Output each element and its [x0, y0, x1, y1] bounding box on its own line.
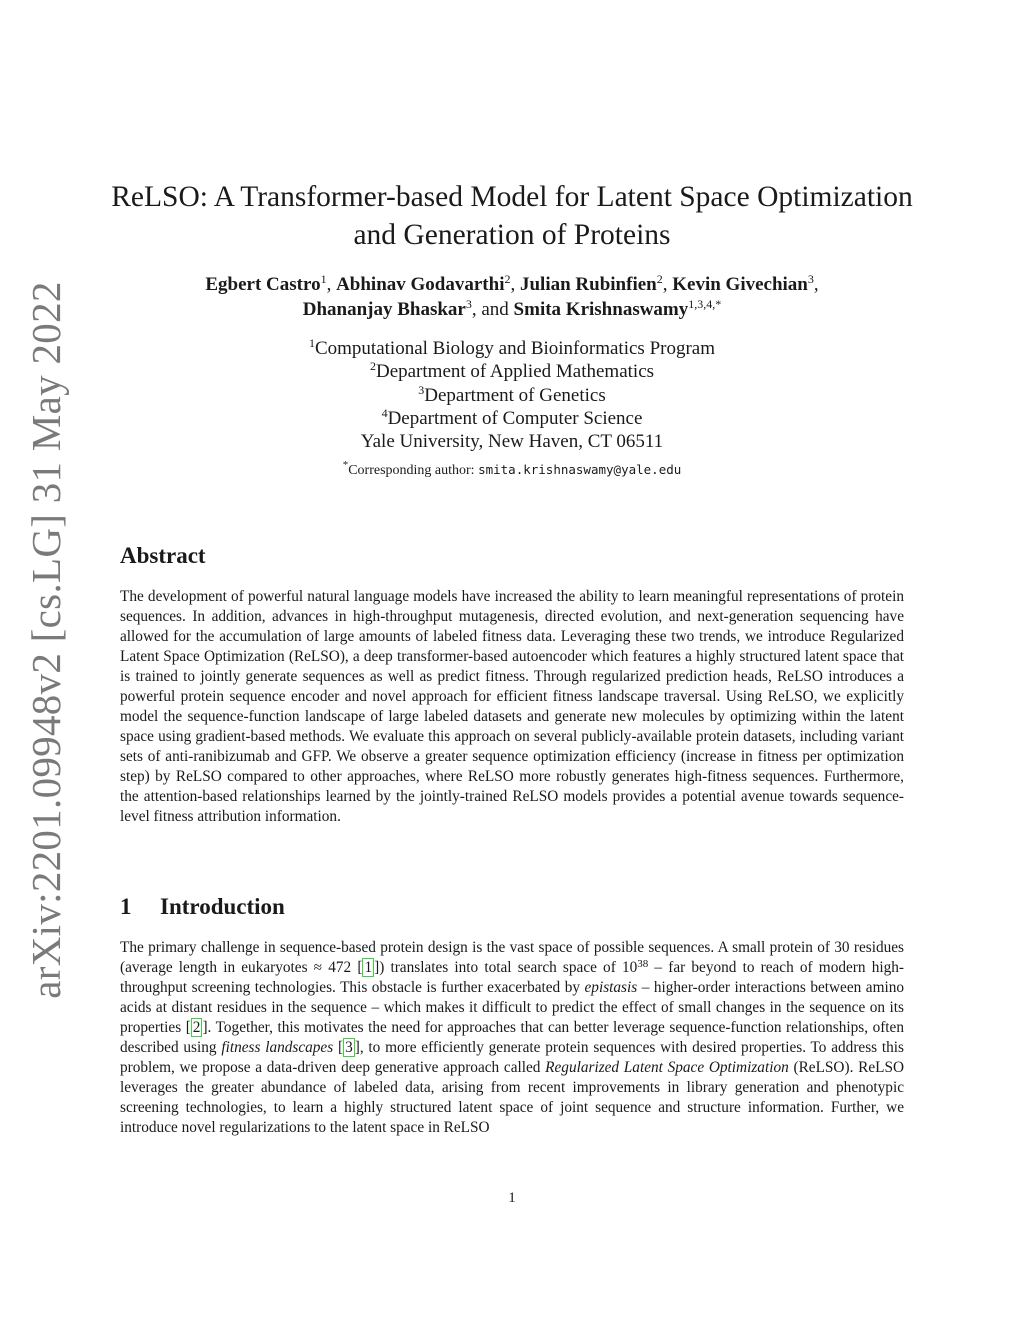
section-number: 1	[120, 894, 132, 919]
author-list	[110, 272, 914, 322]
affiliation-mark: 1	[308, 336, 315, 350]
author-affiliation-mark: 3	[807, 272, 814, 286]
corresponding-author	[110, 459, 914, 479]
affiliation-list	[110, 337, 914, 453]
intro-text-run: ]. Together, this motivates the need for approaches that can better leverage sequence-function relationships, often described using	[120, 1019, 904, 1056]
intro-text-run: [	[333, 1039, 344, 1056]
author-name: Kevin Givechian	[672, 274, 808, 295]
affiliation-item	[110, 384, 914, 407]
author-affiliation-mark: 2	[504, 272, 511, 286]
abstract-text: The development of powerful natural language models have increased the ability to learn meaningful representations of protein sequences. In addition, advances in high-throughput mutagenesis, directed evolution, and next-generation sequencing have allowed for the accumulation of large amounts of labeled fitness data. Leveraging these two trends, we introduce Regularized Latent Space Optimization (ReLSO), a deep transformer-based autoencoder which features a highly structured latent space that is trained to jointly generate sequences as well as predict fitness. Through regularized prediction heads, ReLSO introduces a powerful protein sequence encoder and novel approach for efficient fitness landscape traversal. Using ReLSO, we explicitly model the sequence-function landscape of large labeled datasets and generate new molecules by optimizing within the latent space using gradient-based methods. We evaluate this approach on several publicly-available protein datasets, including variant sets of anti-ranibizumab and GFP. We observe a greater sequence optimization efficiency (increase in fitness per optimization step) by ReLSO compared to other approaches, where ReLSO more robustly generates high-fitness sequences. Furthermore, the attention-based relationships learned by the jointly-trained ReLSO models provides a potential avenue towards sequence-level fitness attribution information.	[120, 588, 904, 825]
affiliation-item	[110, 360, 914, 383]
author-name: Julian Rubinfien	[519, 274, 657, 295]
author-separator: , and	[471, 299, 514, 320]
author-name: Abhinav Godavarthi	[336, 274, 505, 295]
intro-text-run: The primary challenge in sequence-based protein design is the vast space of possible sequences. A small protein of 30 residues (average length in eukaryotes ≈ 472 [	[120, 939, 904, 976]
italic-term: epistasis	[584, 979, 638, 996]
citation-link-2[interactable]: 2	[192, 1019, 201, 1036]
citation-link-3[interactable]: 3	[345, 1039, 353, 1056]
affiliation-item	[110, 430, 914, 453]
affiliation-mark: 4	[381, 405, 388, 420]
corresponding-email-link[interactable]: smita.krishnaswamy@yale.edu	[478, 462, 682, 477]
arxiv-identifier-stamp[interactable]: arXiv:2201.09948v2 [cs.LG] 31 May 2022	[23, 281, 69, 999]
affiliation-text: Department of Genetics	[424, 384, 606, 406]
paper-title	[110, 178, 914, 254]
section-title: Introduction	[160, 894, 285, 919]
author-affiliation-mark: 1,3,4,*	[688, 297, 722, 311]
author-line-2	[110, 297, 914, 322]
author-separator: ,	[326, 274, 337, 295]
affiliation-text: Yale University, New Haven, CT 06511	[360, 431, 664, 453]
affiliation-text: Department of Applied Mathematics	[375, 361, 655, 383]
author-name: Egbert Castro	[205, 274, 321, 295]
italic-term: fitness landscapes	[221, 1039, 334, 1056]
affiliation-text: Computational Biology and Bioinformatics Program	[314, 338, 715, 359]
author-separator: ,	[813, 274, 819, 295]
author-separator: ,	[662, 274, 673, 295]
title-line-1: ReLSO: A Transformer-based Model for Latent Space Optimization	[111, 181, 913, 213]
intro-text-run: (ReLSO). ReLSO leverages the greater abundance of labeled data, arising from recent improvements in library generation and phenotypic screening technologies, to learn a highly structured latent space of joint sequence and structure information. Further, we introduce novel regularizations to the latent space in ReLSO	[120, 1059, 905, 1136]
intro-text-run: ], to more efficiently generate protein sequences with desired properties. To address this problem, we propose a data-driven deep generative approach called	[120, 1039, 904, 1076]
affiliation-mark: 2	[369, 359, 376, 374]
corresponding-label: Corresponding author:	[348, 463, 479, 478]
author-name: Smita Krishnaswamy	[513, 299, 689, 320]
affiliation-item	[110, 337, 914, 360]
intro-text-run: – far beyond to reach of modern high-throughput screening technologies. This obstacle is further exacerbated by	[120, 959, 904, 996]
affiliation-item	[110, 407, 914, 430]
affiliation-text: Department of Computer Science	[387, 407, 643, 429]
author-name: Dhananjay Bhaskar	[302, 299, 466, 320]
intro-text-run: ]) translates into total search space of 10	[374, 959, 638, 976]
abstract-heading: Abstract	[120, 543, 206, 568]
author-line-1	[110, 272, 914, 297]
affiliation-mark: 3	[418, 382, 425, 397]
citation-link-1[interactable]: 1	[364, 959, 373, 976]
author-separator: ,	[510, 274, 520, 295]
intro-text-run: – higher-order interactions between amino acids at distant residues in the sequence – which makes it difficult to predict the effect of small changes in the sequence on its properties [	[120, 979, 905, 1036]
exponent: 38	[637, 958, 649, 970]
corresponding-mark: *	[342, 459, 349, 471]
introduction-heading	[120, 894, 285, 920]
italic-term: Regularized Latent Space Optimization	[545, 1059, 789, 1076]
author-affiliation-mark: 3	[465, 297, 472, 311]
author-affiliation-mark: 1	[320, 272, 327, 286]
page-number: 1	[508, 1190, 516, 1206]
author-affiliation-mark: 2	[656, 272, 663, 286]
introduction-text	[120, 938, 904, 1138]
title-line-2: and Generation of Proteins	[353, 219, 671, 251]
